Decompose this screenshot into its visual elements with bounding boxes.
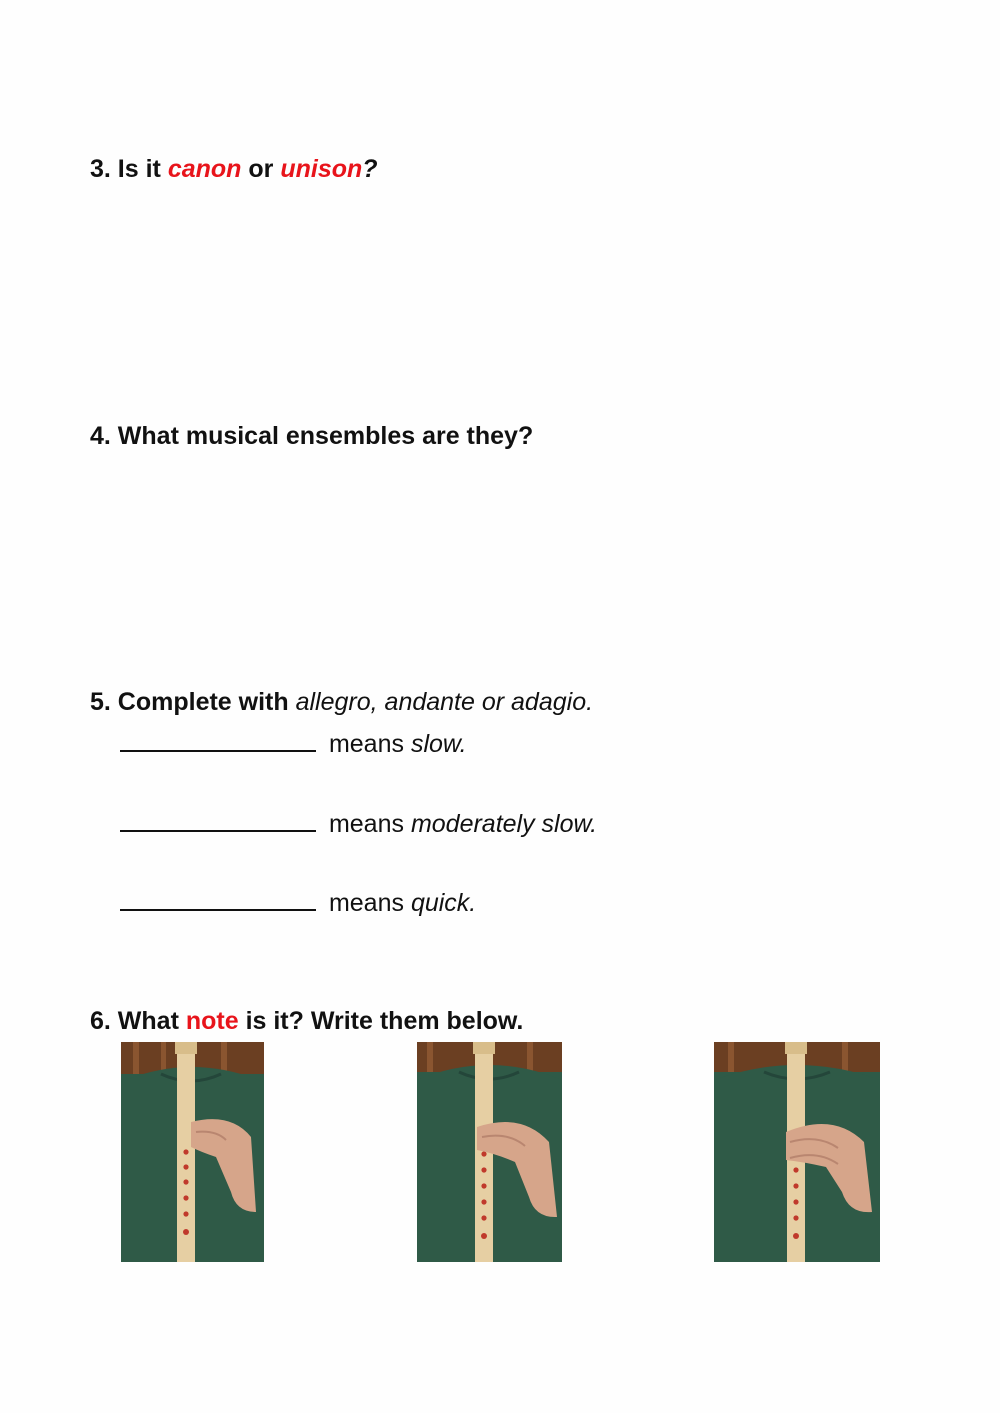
fill-in-line-1 xyxy=(120,728,467,759)
tempo-word-2: moderately slow. xyxy=(410,810,598,838)
recorder-photo-icon xyxy=(121,1042,264,1262)
question-3-term-unison: unison xyxy=(280,155,363,183)
question-4: 4. What musical ensembles are they? xyxy=(90,422,534,450)
question-6-prefix: 6. What xyxy=(90,1007,186,1035)
question-6-suffix: is it? Write them below. xyxy=(238,1007,524,1035)
recorder-photo-1 xyxy=(121,1042,264,1262)
recorder-photo-icon xyxy=(714,1042,880,1262)
question-3-term-canon: canon xyxy=(167,155,242,183)
means-label-2: means xyxy=(322,810,411,838)
means-label-1: means xyxy=(322,730,411,758)
question-5-prefix: 5. Complete with xyxy=(90,688,296,716)
tempo-word-1: slow. xyxy=(410,730,467,758)
recorder-photo-icon xyxy=(417,1042,562,1262)
question-3-prefix: 3. Is it xyxy=(90,155,168,183)
recorder-photo-2 xyxy=(417,1042,562,1262)
answer-blank-1[interactable] xyxy=(120,728,316,752)
answer-blank-3[interactable] xyxy=(120,887,316,911)
recorder-photo-3 xyxy=(714,1042,880,1262)
answer-blank-2[interactable] xyxy=(120,808,316,832)
question-6-term-note: note xyxy=(185,1007,239,1035)
question-3-mid: or xyxy=(241,155,281,183)
question-5 xyxy=(90,688,593,717)
question-5-options: allegro, andante or adagio. xyxy=(295,688,594,716)
tempo-word-3: quick. xyxy=(410,889,477,917)
question-3-suffix: ? xyxy=(362,155,378,183)
fill-in-line-3 xyxy=(120,887,476,918)
means-label-3: means xyxy=(322,889,411,917)
fill-in-line-2 xyxy=(120,808,597,839)
question-3 xyxy=(90,155,378,184)
question-6 xyxy=(90,1007,523,1036)
